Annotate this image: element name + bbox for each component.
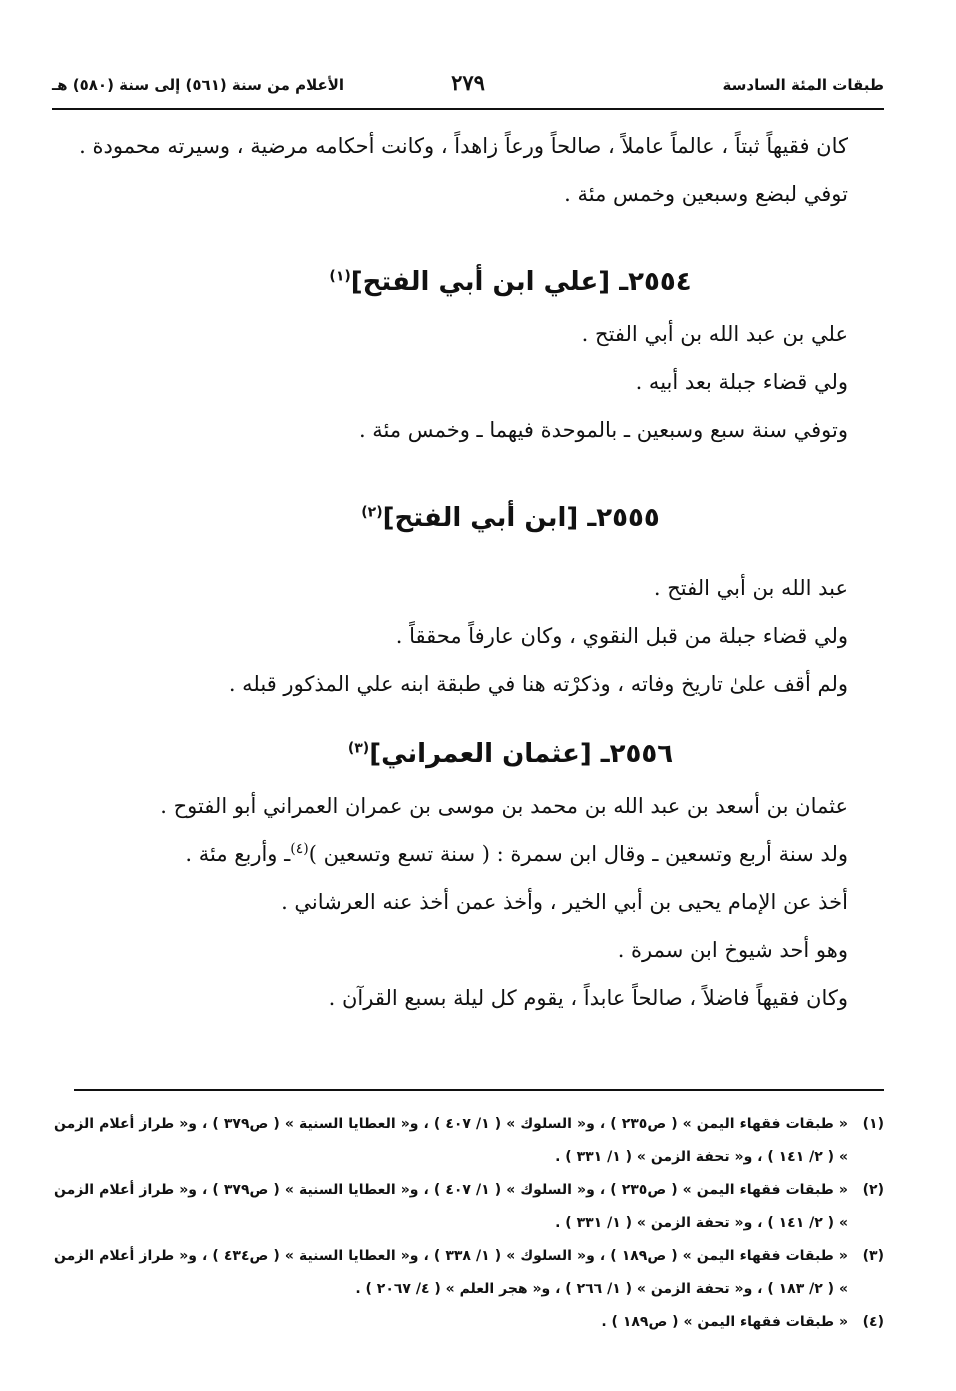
footnote [54,1108,884,1174]
entry-heading-text: ٢٥٥٦ـ [عثمان العمراني] [369,739,674,769]
entry-heading-text: ٢٥٥٥ـ [ابن أبي الفتح] [382,503,660,533]
footnote [54,1306,884,1339]
entry-line: وكان فقيهاً فاضلاً ، صالحاً عابداً ، يقوم كل ليلة بسبع القرآن . [328,986,848,1010]
entry-line: ولم أقف علىٰ تاريخ وفاته ، وذكرْته هنا في طبقة ابنه علي المذكور قبله . [228,672,848,696]
footnote-number: (٢) [862,1182,884,1198]
entry-line-with-note [53,830,848,878]
main-text [53,122,848,1022]
footnote-ref: (٣) [347,740,370,757]
footnote-text: « طبقات فقهاء اليمن » ( ص١٨٩ ) ، و« السلوك » ( ١/ ٣٣٨ ) ، و« العطايا السنية » ( ص٤٣٤ ) ، و« طراز أعلام الزمن » ( ٢/ ١٨٣ ) ، و« تحفة الزمن » ( ١/ ٢٦٦ ) ، و« هجر العلم » ( ٤/ ٢٠٦٧ ) . [54,1248,848,1297]
entry-line: أخذ عن الإمام يحيى بن أبي الخير ، وأخذ عمن أخذ عنه العرشاني . [281,890,848,914]
header-range-title: الأعلام من سنة (٥٦١) إلى سنة (٥٨٠) هـ [52,76,345,94]
intro-death-line: توفي لبضع وسبعين وخمس مئة . [564,182,848,206]
entry-heading-text: ٢٥٥٤ـ [علي ابن أبي الفتح] [350,267,692,297]
entry-line-text: ـ وأربع مئة . [185,842,291,866]
footnote-text: « طبقات فقهاء اليمن » ( ص٢٣٥ ) ، و« السلوك » ( ١/ ٤٠٧ ) ، و« العطايا السنية » ( ص٣٧٩ ) ، و« طراز أعلام الزمن » ( ٢/ ١٤١ ) ، و« تحفة الزمن » ( ١/ ٣٣١ ) . [54,1116,848,1165]
footnote-ref: (٢) [361,504,383,521]
entry-line-text: ولد سنة أربع وتسعين ـ وقال ابن سمرة : ( سنة تسع وتسعين ) [308,842,848,866]
entry-heading-2556 [113,730,908,778]
header-section-title: طبقات المئة السادسة [722,76,884,94]
entry-line: ولي قضاء جبلة بعد أبيه . [635,370,848,394]
page-number: ٢٧٩ [451,70,485,95]
entry-line: عبد الله بن أبي الفتح . [653,576,848,600]
footnote-number: (٣) [862,1248,884,1264]
entry-line: ولي قضاء جبلة من قبل النقوي ، وكان عارفاً محققاً . [395,624,848,648]
entry-line: وتوفي سنة سبع وسبعين ـ بالموحدة فيهما ـ وخمس مئة . [358,418,848,442]
footnote-text: « طبقات فقهاء اليمن » ( ص٢٣٥ ) ، و« السلوك » ( ١/ ٤٠٧ ) ، و« العطايا السنية » ( ص٣٧٩ ) ، و« طراز أعلام الزمن » ( ٢/ ١٤١ ) ، و« تحفة الزمن » ( ١/ ٣٣١ ) . [54,1182,848,1231]
footnote [54,1240,884,1306]
running-header [52,62,884,102]
entry-line: وهو أحد شيوخ ابن سمرة . [617,938,848,962]
intro-paragraph: كان فقيهاً ثبتاً ، عالماً عاملاً ، صالحاً ورعاً زاهداً ، وكانت أحكامه مرضية ، وسيرته محمودة . [79,134,848,158]
entry-heading-2554 [113,258,908,306]
entry-line: عثمان بن أسعد بن عبد الله بن محمد بن موسى بن عمران العمراني أبو الفتوح . [160,794,848,818]
entry-heading-2555 [113,494,908,542]
footnote-number: (٤) [862,1314,884,1330]
header-divider [52,108,884,110]
footnote-ref: (١) [329,268,351,285]
footnote [54,1174,884,1240]
footnote-number: (١) [862,1116,884,1132]
footnote-divider [74,1089,884,1091]
footnote-ref: (٤) [290,841,309,857]
footnotes [54,1108,884,1339]
footnote-text: « طبقات فقهاء اليمن » ( ص١٨٩ ) . [601,1314,848,1330]
entry-line: علي بن عبد الله بن أبي الفتح . [581,322,848,346]
